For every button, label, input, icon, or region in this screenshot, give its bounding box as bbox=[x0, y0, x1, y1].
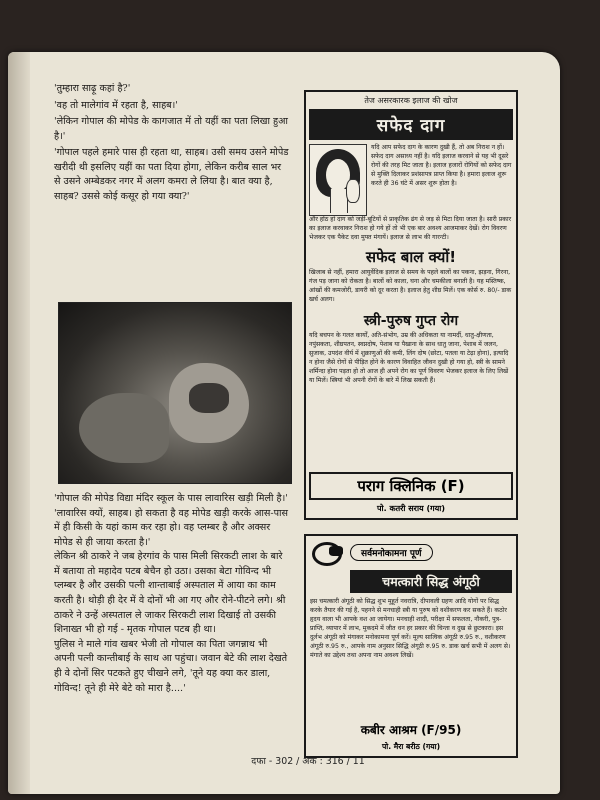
ad-banner-heading: चमत्कारी सिद्ध अंगूठी bbox=[350, 570, 512, 593]
paragraph: लेकिन श्री ठाकरे ने जब हेरगांव के पास मिली सिरकटी लाश के बारे में बताया तो महादेव पटब बेचैन हो उठा। उसका बेटा गोविन्द भी प्लम्बर है और उसकी पत्नी शान्ताबाई अस्पताल में आया का काम करती है। थोड़ी ही देर में वे दोनों भी आ गए और रोने-पीटने लगे। श्री ठाकरे ने उन्हें अस्पताल ले जाकर सिरकटी लाश दिखाई तो उसकी शिनाख्त भी हो गई - मृतक गोपाल पटब ही था। bbox=[54, 551, 286, 636]
ad-tagline: तेज असरकारक इलाज की खोज bbox=[364, 96, 458, 105]
clinic-address: पो. कतरी सराय (गया) bbox=[377, 504, 445, 513]
woman-illustration bbox=[309, 144, 367, 216]
ring-advertisement bbox=[304, 534, 518, 758]
ad-subheading: सफेद बाल क्यों! bbox=[365, 247, 457, 266]
ad-body-text: यदि बचपन के गलत कार्यों, अति-संभोग, उम्र की अधिकता या नामर्दी, धातु-क्षीणता, नपुंसकता, शीघ्रपतन, स्वप्नदोष, पेशाब या पैखाना के साथ धातु जाना, पेशाब में जलन, सुजाक, उपदंश वीर्य में शुक्राणुओं की कमी, लिंग दोष (छोटा, पतला या टेढ़ा होना), इत्यादि न होना जैसे रोगों से पीड़ित होने के कारण विवाहित जीवन दुखी हो गया हो, स्त्री के सामने शर्मिन्दा होना पड़ता हो तो आज ही अपने रोग का पूर्ण विवरण भेजकर इलाज के लिए लिखें या मिलें। स्त्रियां भी अपनी रोगों के बारे में लिख सकती हैं। bbox=[309, 331, 509, 384]
ad-body-text: इस चमत्कारी अंगूठी को सिद्ध शुभ मुहूर्त नवरात्रि, दीपावली ग्रहण आदि योगों पर सिद्ध करके तैयार की गई है, पहनने से मनचाही स्त्री या पुरुष को वशीकरण कर सकते हैं। कठोर हृदय वाला भी आपके वश आ जायेगा। मनचाही शादी, परीक्षा में सफलता, नौकरी, पुत्र-प्राप्ति, व्यापार में लाभ, मुकदमे में जीत धन हर प्रकार की चिन्ता व दुख से छुटकारा। इस दुर्लभ अंगूठी को मंगाकर मनोकामना पूर्ण करें। मूल्य सात्विक अंगूठी रु.95 रु., वशीकरण अंगूठी रु.95 रु., आपके नाम अनुसार सिद्धि अंगूठी रु.95 रु. डाक खर्च सभी में अलग से। मंगाते का उद्देश्य तथा अपना नाम अवश्य लिखें। bbox=[310, 598, 511, 659]
story-text-top bbox=[54, 82, 290, 207]
paragraph: 'लेकिन गोपाल की मोपेड के कागजात में तो यहीं का पता लिखा हुआ है।' bbox=[54, 116, 288, 142]
ad-body-text: यदि आप सफेद दाग के कारण दुखी हैं, तो अब निराश न हों। सफेद दाग असाध्य नहीं है। यदि इलाज करवाने से यह भी दूसरे रोगों की तरह मिट जाता है। इलाज हजारों रोगियों को सफेद दाग से मुक्ति दिलाकर प्रशंसापत्र प्राप्त किया है। हमारा इलाज शुरू करते ही 36 घंटे में असर शुरू होता है। bbox=[371, 144, 512, 187]
story-text-bottom bbox=[54, 492, 290, 696]
ad-banner-heading: सफेद दाग bbox=[309, 109, 513, 140]
page-footer: दफा - 302 / अंक : 316 / 11 bbox=[251, 756, 365, 767]
ashram-name: कबीर आश्रम (F/95) bbox=[360, 723, 462, 737]
advertisement-column bbox=[304, 90, 518, 758]
ad-body-text: और होंठ हो दाग को जड़ी-बूटियों से प्राकृतिक ढंग से जड़ से मिटा दिया जाता है। सारी प्रकार का इलाज करवाकर निराश हो गये हों तो भी एक बार अवश्य आजमाकर देखें। रोग विवरण भेजकर एक पैकेट दवा मुफ्त मंगायें। इलाज से लाभ की गारन्टी। bbox=[309, 216, 512, 241]
magazine-page bbox=[8, 52, 560, 794]
clinic-name: पराग क्लिनिक (F) bbox=[309, 472, 513, 500]
ad-body-text: खिजाब से नहीं, हमारा आयुर्वेदिक इलाज से समय के पहले बालों का पकना, झड़ना, गिरना, गंज पड़ जाना को रोकता है। बालों को काला, घना और चमकीला बनाती है। यह मस्तिष्क, आंखों की कमजोरी, डायरी को दूर करता है। इलाज हेतु शीघ्र मिलें। एक कोर्स रु. 80/- डाक खर्च अलग। bbox=[309, 268, 512, 303]
paragraph: पुलिस ने माले गांव खबर भेजी तो गोपाल का पिता जगन्नाथ भी अपनी पत्नी कान्तीबाई के साथ आ पहुंचा। जवान बेटे की लाश देखते ही वे दोनों सिर पटकते हुए चीखने लगे, 'तूने यह क्या कर डाला, गोविन्द! तूने ही मेरे बेटे को मारा है....' bbox=[54, 638, 288, 694]
ad-subheading: स्त्री-पुरुष गुप्त रोग bbox=[363, 312, 459, 329]
page-spine bbox=[8, 52, 30, 794]
ad-pill-label: सर्वमनोकामना पूर्ण bbox=[350, 544, 433, 561]
paragraph: 'गोपाल की मोपेड विद्या मंदिर स्कूल के पास लावारिस खड़ी मिली है।' bbox=[54, 493, 288, 504]
ring-icon bbox=[312, 542, 342, 566]
ashram-address: पो. मैरा बरीठ (गया) bbox=[381, 742, 441, 751]
story-photo bbox=[58, 302, 292, 484]
paragraph: 'गोपाल पहले हमारे पास ही रहता था, साहब। उसी समय उसने मोपेड खरीदी थी इसलिए यहीं का पता दिया होगा, लेकिन करीब साल भर से उसने अम्बेडकर नगर में अलग कमरा ले लिया है। बात क्या है, साहब? उससे कोई कसूर हो गया क्या?' bbox=[54, 147, 289, 203]
clinic-advertisement bbox=[304, 90, 518, 520]
paragraph: 'तुम्हारा साढ़ू कहां है?' bbox=[54, 83, 131, 94]
paragraph: 'लावारिस क्यों, साहब। हो सकता है वह मोपेड खड़ी करके आस-पास में ही किसी के यहां काम कर रहा हो। वह प्लम्बर है और अक्सर मोपेड से ही जाया करता है।' bbox=[54, 507, 289, 548]
paragraph: 'वह तो मालेगांव में रहता है, साहब।' bbox=[54, 99, 178, 111]
